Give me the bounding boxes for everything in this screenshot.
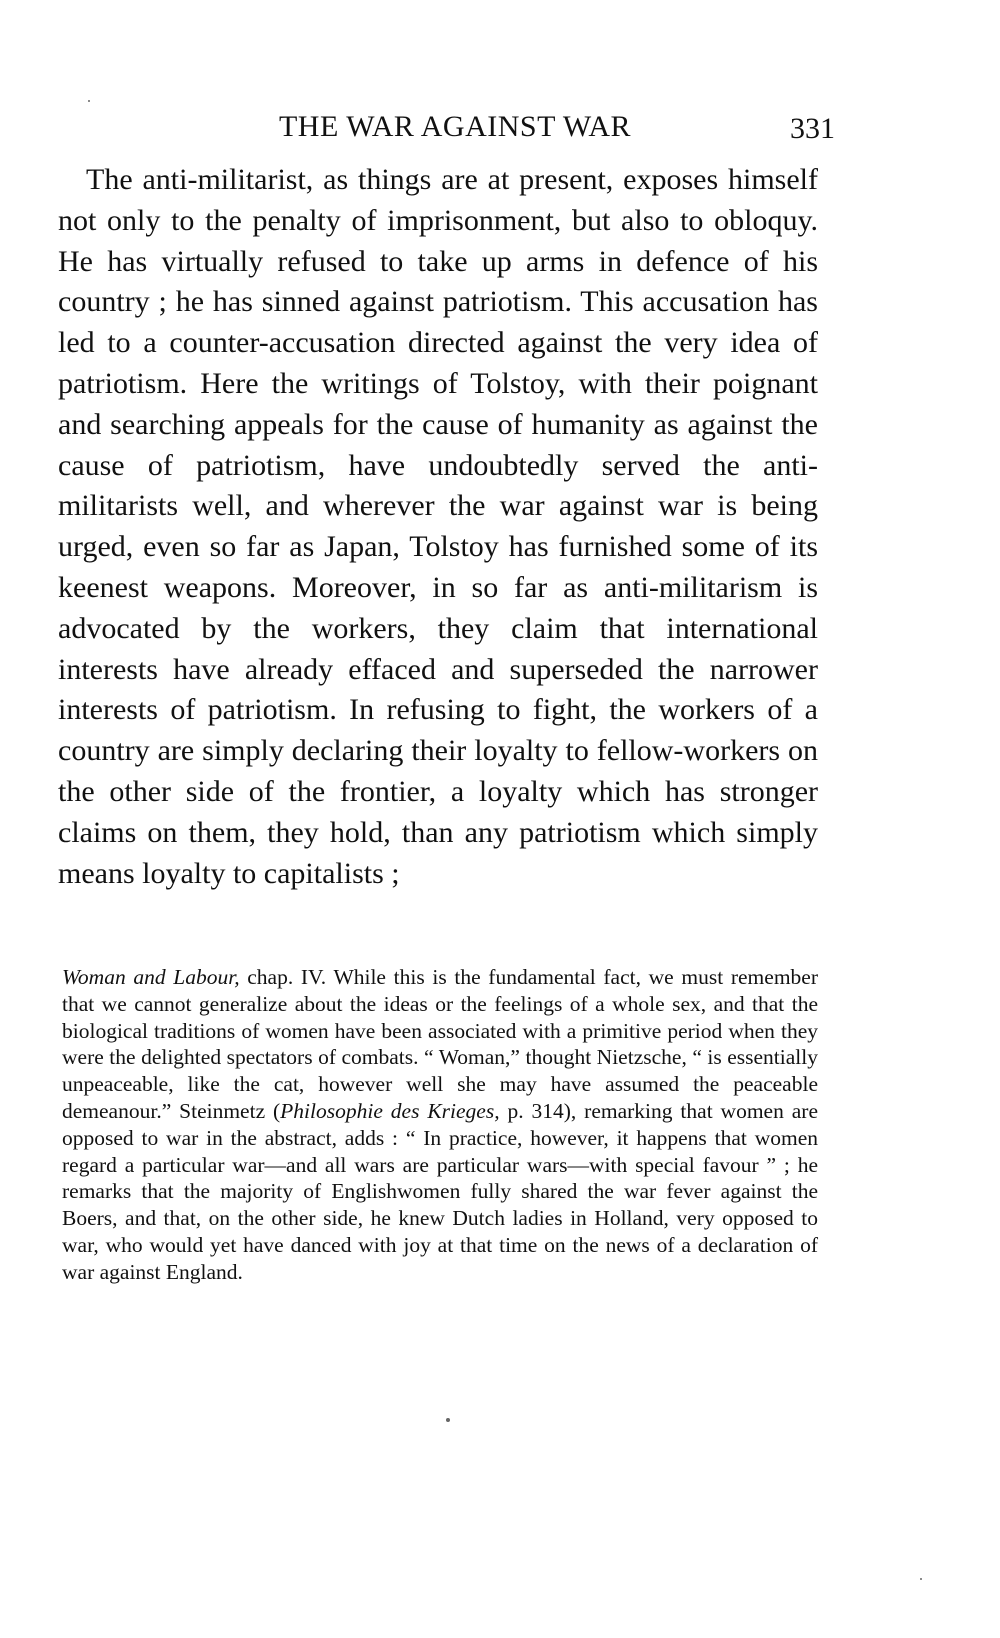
print-speck	[920, 1578, 922, 1580]
running-head	[60, 110, 850, 150]
body-paragraph: The anti-militarist, as things are at present, exposes himself not only to the penalty of imprisonment, but also to obloquy. He has virtually refused to take up arms in defence of his country ; he has sinned against patriotism. This accusation has led to a counter-accusation directed against the very idea of patriotism. Here the writings of Tolstoy, with their poignant and searching appeals for the cause of humanity as against the cause of patriotism, have undoubtedly served the anti-militarists well, and wherever the war against war is being urged, even so far as Japan, Tolstoy has furnished some of its keenest weapons. Moreover, in so far as anti-militarism is advocated by the workers, they claim that international interests have already effaced and superseded the narrower interests of patriotism. In refusing to fight, the workers of a country are simply declaring their loyalty to fellow-workers on the other side of the frontier, a loyalty which has stronger claims on them, they hold, than any patriotism which simply means loyalty to capitalists ;	[58, 163, 818, 890]
print-speck	[88, 100, 90, 102]
footnote-book-title: Woman and Labour,	[62, 965, 240, 989]
footnote-cited-work: Philosophie des Krieges,	[280, 1098, 500, 1123]
print-speck	[446, 1418, 450, 1422]
footnote	[62, 964, 818, 1286]
footnote-text-part-1: chap. IV. While this is the fundamental fact, we must remember that we cannot generalize about the ideas or the feelings of a whole sex, and that the biological traditions of women have been associated with a primitive period when they were the delighted spectators of combats. “ Woman,” thought Nietzsche, “ is essentially unpeaceable, like the cat, however well she may have assumed the peaceable demeanour.” Steinmetz (	[62, 965, 818, 1123]
footnote-text-part-2: p. 314), remarking that women are opposed to war in the abstract, adds : “ In practice, however, it happens that women regard a particular war—and all wars are particular wars—with special favour ” ; he remarks that the majority of Englishwomen fully shared the war fever against the Boers, and that, on the other side, he knew Dutch ladies in Holland, very opposed to war, who would yet have danced with joy at that time on the news of a declaration of war against England.	[62, 1098, 818, 1284]
running-head-title: THE WAR AGAINST WAR	[278, 110, 632, 143]
page-number: 331	[790, 112, 835, 145]
